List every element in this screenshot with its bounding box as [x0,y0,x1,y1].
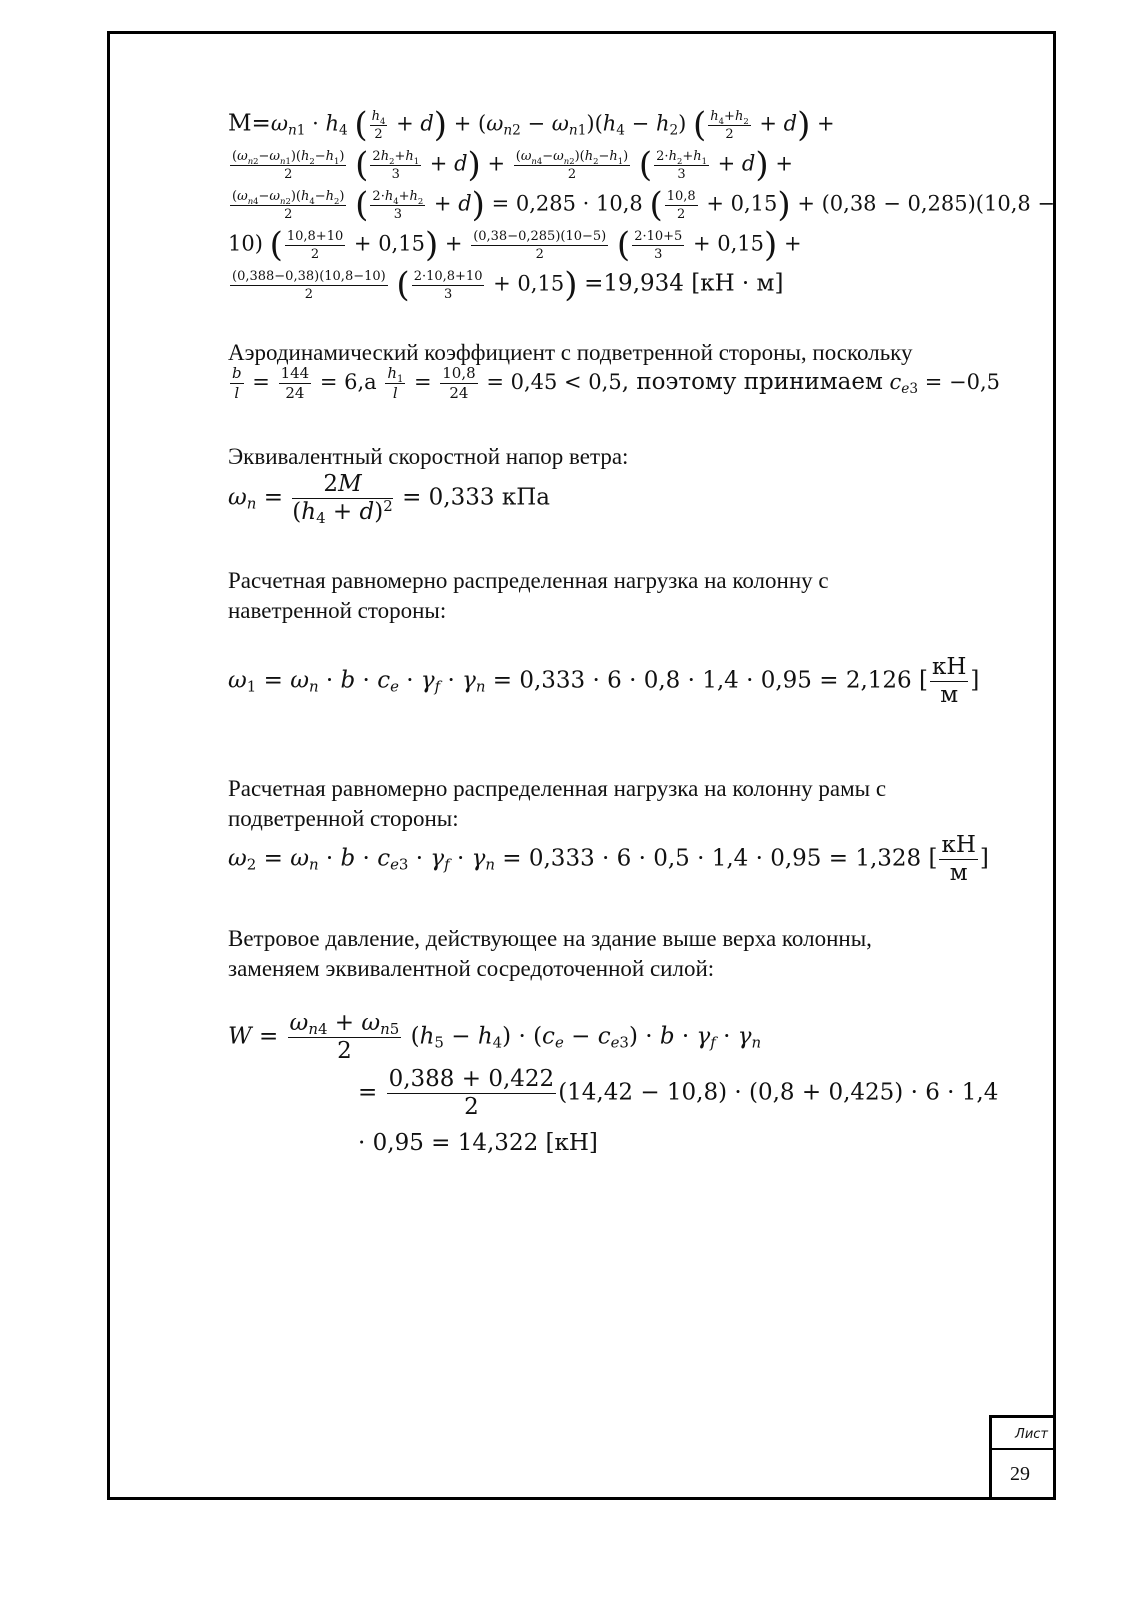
windward-text-2: наветренной стороны: [228,598,447,623]
moment-formula-line-3: $\frac{(\omega_{n4}-\omega_{n2})(h_4-h_2)}{2}$ ( $\frac{2\cdot h_4+h_2}{3}$ + d) = 0,285 · 10,8 ( $\frac{10,8}{2}$ + 0,15) + (0,38 − 0,285)(10,8 − [232,185,1056,225]
moment-formula-line-5: $\frac{(0,388-0,38)(10,8-10)}{2}$ ( $\frac{2\cdot 10,8+10}{3}$ + 0,15) =19,934 [кН · м] [232,265,784,305]
equiv-formula: $\omega_n$ = $\frac{2M}{(h_4 + d)^2}$ = 0,333 кПа [228,471,550,527]
sheet-number: 29 [1010,1463,1030,1485]
windward-text-1: Расчетная равномерно распределенная нагрузка на колонну с [228,568,829,593]
force-formula-line-1: W = $\frac{\omega_{n4} + \omega_{n5}}{2}$ $(h_5 - h_4) \cdot (c_e - c_{e3}) \cdot b \cdot \gamma_f \cdot \gamma_n$ [228,1010,762,1064]
moment-formula-line-2: $\frac{(\omega_{n2}-\omega_{n1})(h_2-h_1)}{2}$ ( $\frac{2h_2+h_1}{3}$ + d) + $\frac{(\omega_{n4}-\omega_{n2})(h_2-h_1)}{2}$ ( $\frac{2\cdot h_2+h_1}{3}$ + d) + [232,145,793,185]
leeward-text-2: подветренной стороны: [228,806,459,831]
moment-formula-line-1: $M=\omega_{n1} \cdot h_4$ ( $\frac{h_4}{2}$ + $d) + (\omega_{n2} - \omega_{n1})(h_4 - h_2)$ ( $\frac{h_4+h_2}{2}$ + d) + [228,105,835,145]
force-text-1: Ветровое давление, действующее на здание выше верха колонны, [228,926,872,951]
force-text-2: заменяем эквивалентной сосредоточенной силой: [228,956,715,981]
windward-formula: $\omega_1 = \omega_n \cdot b \cdot c_e \cdot \gamma_f \cdot \gamma_n = 0,333 \cdot 6 \cdot 0,8 \cdot 1,4 \cdot 0,95 = 2,126$ [ $\frac{кН}{м}$ ] [228,654,980,708]
moment-formula-line-4: 10) ( $\frac{10,8+10}{2}$ + 0,15) + $\frac{(0,38-0,285)(10-5)}{2}$ ( $\frac{2\cdot 10+5}{3}$ + 0,15) + [228,225,802,265]
sheet-stamp [989,1415,1056,1500]
force-formula-line-2: = $\frac{0,388 + 0,422}{2}$ (14,42 − 10,8) · (0,8 + 0,425) · 6 · 1,4 [358,1066,999,1120]
aero-text-1: Аэродинамический коэффициент с подветренной стороны, поскольку [228,340,913,365]
sheet-label: Лист [992,1418,1056,1450]
leeward-formula: $\omega_2 = \omega_n \cdot b \cdot c_{e3} \cdot \gamma_f \cdot \gamma_n = 0,333 \cdot 6 \cdot 0,5 \cdot 1,4 \cdot 0,95 = 1,328$ [ $\frac{кН}{м}$ ] [228,832,989,886]
force-formula-line-3: · 0,95 = 14,322 [кН] [358,1130,598,1156]
equiv-title: Эквивалентный скоростной напор ветра: [228,444,629,469]
leeward-text-1: Расчетная равномерно распределенная нагрузка на колонну рамы с [228,776,887,801]
aero-formula: $\frac{b}{l}$ = $\frac{144}{24}$ = 6,а $\frac{h_1}{l}$ = $\frac{10,8}{24}$ = 0,45 < 0,5, поэтому принимаем $c_{e3} = -0,5$ [232,364,1001,402]
